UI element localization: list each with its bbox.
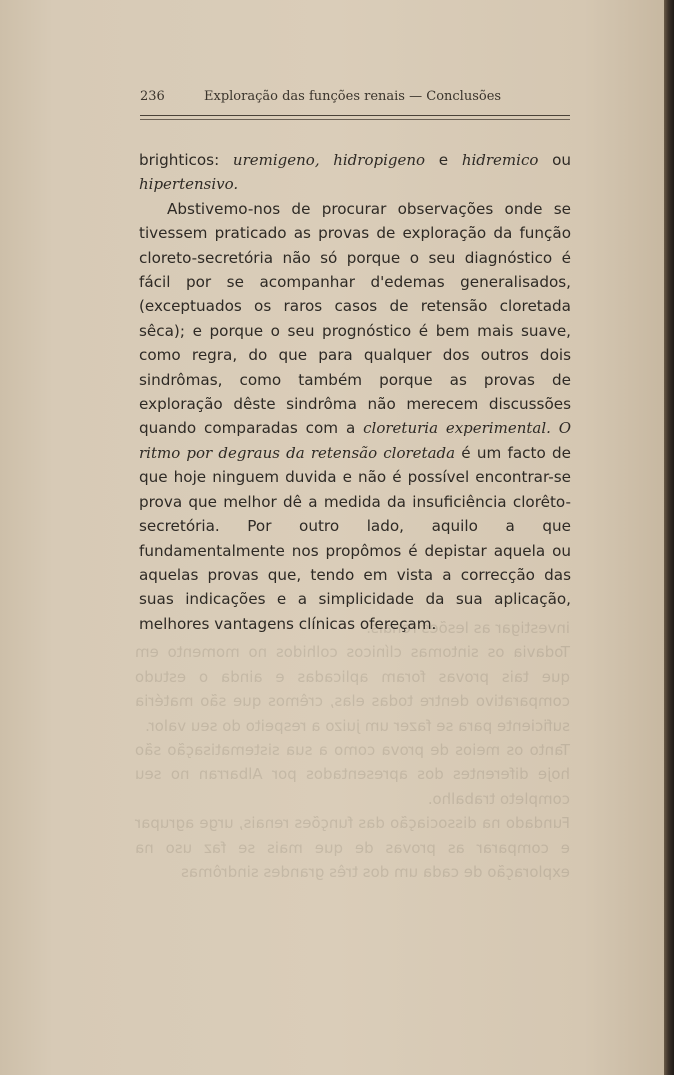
text-run-italic: cloreturia experimental. O ritmo por degraus da retensão cloretada bbox=[139, 419, 572, 462]
show-through-paragraph: Todavia os sintomas clínicos colhidos no momento em que tais provas foram aplicadas e ainda o estudo comparativo dentre todas elas, crêmos que são matéria suficiente para se fazer um juizo a respeito do seu valor. bbox=[135, 643, 570, 735]
text-run-italic: hidremico bbox=[461, 151, 539, 169]
page-number: 236 bbox=[140, 89, 165, 104]
text-run: é um facto de que hoje ninguem duvida e não é possível encontrar-se prova que melhor dê a medida da insuficiência clorêto-secretória. Por outro lado, aquilo a que fundamentalmente nos propômos é depistar aquela ou aquelas provas que, tendo em vista a correcção das suas indicações e a simplicidade da sua aplicação, melhores vantagens clínicas ofereçam. bbox=[139, 443, 571, 633]
header-rule-thin bbox=[140, 119, 570, 120]
show-through-text bbox=[135, 616, 570, 884]
show-through-paragraph: Fundado na dissociação das funções renais, urge agrupar e comparar as provas de que mais se faz uso na exploração de cada um dos três grandes sindrômas bbox=[135, 814, 570, 882]
paragraph bbox=[139, 197, 571, 636]
paragraph-continuation bbox=[139, 148, 571, 197]
text-run: e bbox=[425, 151, 462, 169]
text-run-italic: hipertensivo. bbox=[139, 175, 239, 194]
text-run: ou bbox=[538, 151, 571, 169]
book-spine-edge bbox=[664, 0, 674, 1075]
show-through-line: investigar as lesões renais. bbox=[366, 619, 570, 637]
running-title: Exploração das funções renais — Conclusões bbox=[204, 89, 502, 104]
header-rule bbox=[140, 115, 570, 116]
body-text bbox=[139, 148, 571, 636]
text-run: Abstivemo-nos de procurar observações onde se tivessem praticado as provas de exploração da função cloreto-secretória não só porque o seu diagnóstico é fácil por se acompanhar d'edemas generalisados, (exceptuados os raros casos de retensão cloretada sêca); e porque o seu prognóstico é bem mais suave, como regra, do que para qualquer dos outros dois sindrômas, como também porque as provas de exploração dêste sindrôma não merecem discussões quando comparadas com a bbox=[139, 199, 571, 438]
page-header bbox=[140, 88, 570, 108]
text-run: brighticos: bbox=[139, 151, 233, 169]
text-run-italic: uremigeno, hidropigeno bbox=[232, 151, 426, 169]
show-through-paragraph: Tanto os meios de prova como a sua sistematisação são hoje diferentes dos apresentados por Albarran no seu completo trabalho. bbox=[135, 741, 570, 808]
